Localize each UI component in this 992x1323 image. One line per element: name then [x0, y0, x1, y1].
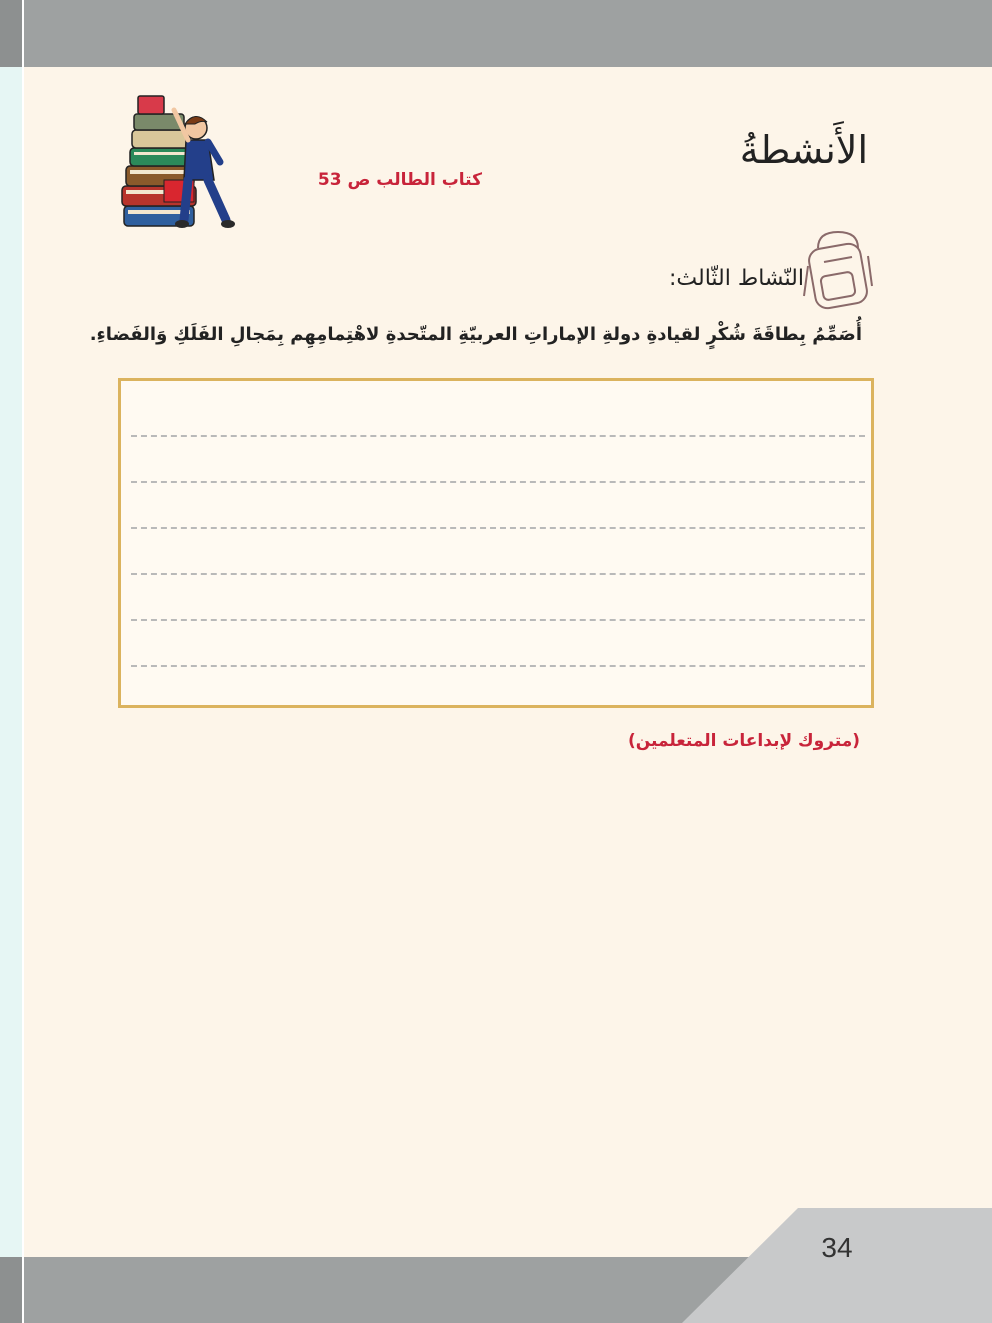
top-bar — [0, 0, 992, 67]
writing-line — [131, 527, 865, 529]
student-book-reference: كتاب الطالب ص 53 — [317, 170, 482, 190]
books-stack-child-icon — [116, 92, 240, 240]
left-margin-strip — [0, 67, 24, 1257]
answer-writing-box[interactable] — [118, 378, 874, 708]
activity-instruction: أُصَمِّمُ بِطاقَةَ شُكْرٍ لقيادةِ دولةِ الإماراتِ العربيّةِ المتّحدةِ لاهْتِمامِهِم بِمَجالِ الفَلَكِ وَالفَضاءِ. — [89, 324, 862, 345]
page-number: 34 — [821, 1232, 853, 1263]
writing-line — [131, 665, 865, 667]
writing-line — [131, 619, 865, 621]
page-title: الأَنشطةُ — [739, 128, 868, 172]
writing-line — [131, 573, 865, 575]
activity-heading: النّشاط الثّالث: — [669, 266, 804, 291]
writing-line — [131, 481, 865, 483]
teacher-note: (متروك لإبداعات المتعلمين) — [627, 731, 860, 751]
top-bar-notch — [0, 0, 24, 67]
bottom-bar-notch — [0, 1257, 24, 1323]
writing-line — [131, 435, 865, 437]
backpack-icon — [800, 226, 876, 312]
